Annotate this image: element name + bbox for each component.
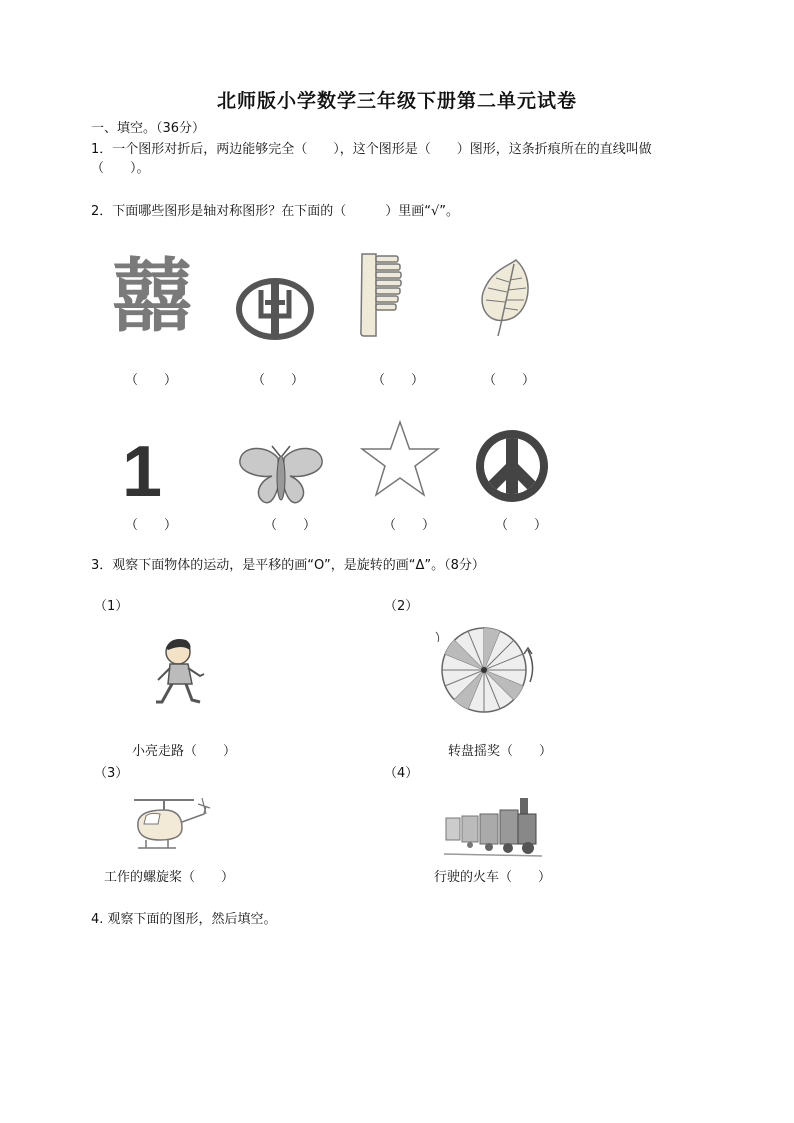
item-number: （1）	[94, 599, 129, 614]
answer-blank[interactable]: （ ）	[383, 518, 436, 533]
item-number: （2）	[384, 599, 419, 614]
star-icon	[360, 420, 440, 500]
item-label: 转盘摇奖（ ）	[448, 744, 553, 759]
helicopter-icon	[126, 792, 210, 854]
answer-blank[interactable]: （ ）	[252, 373, 305, 388]
section-heading: 一、填空。（36分）	[91, 121, 206, 136]
item-number: （4）	[384, 766, 419, 781]
question-1-line-1: 1．一个图形对折后，两边能够完全（ ），这个图形是（ ）图形，这条折痕所在的直线叫做	[91, 142, 652, 157]
bank-logo-icon	[236, 278, 314, 340]
answer-blank[interactable]: （ ）	[372, 373, 425, 388]
page-title: 北师版小学数学三年级下册第二单元试卷	[216, 90, 577, 112]
leaf-icon	[478, 258, 534, 338]
answer-blank[interactable]: （ ）	[264, 518, 317, 533]
item-label: 工作的螺旋桨（ ）	[104, 870, 235, 885]
question-4: 4. 观察下面的图形，然后填空。	[91, 912, 277, 927]
item-label: 行驶的火车（ ）	[434, 870, 552, 885]
answer-blank[interactable]: （ ）	[483, 373, 536, 388]
walking-boy-icon	[152, 636, 208, 712]
prize-wheel-icon	[434, 626, 538, 714]
butterfly-icon	[238, 444, 324, 506]
item-label: 小亮走路（ ）	[132, 744, 237, 759]
train-icon	[444, 792, 542, 860]
answer-blank[interactable]: （ ）	[125, 373, 178, 388]
question-2: 2．下面哪些图形是轴对称图形？在下面的（ ）里画“√”。	[91, 204, 460, 219]
peace-sign-icon	[474, 428, 550, 504]
double-happiness-glyph: 囍	[112, 250, 192, 343]
digit-one: 1	[122, 432, 163, 512]
question-1-line-2: （ ）。	[91, 161, 150, 176]
answer-blank[interactable]: （ ）	[495, 518, 548, 533]
question-3: 3．观察下面物体的运动，是平移的画“O”，是旋转的画“Δ”。（8分）	[91, 558, 485, 573]
answer-blank[interactable]: （ ）	[125, 518, 178, 533]
comb-icon	[358, 252, 406, 340]
item-number: （3）	[94, 766, 129, 781]
